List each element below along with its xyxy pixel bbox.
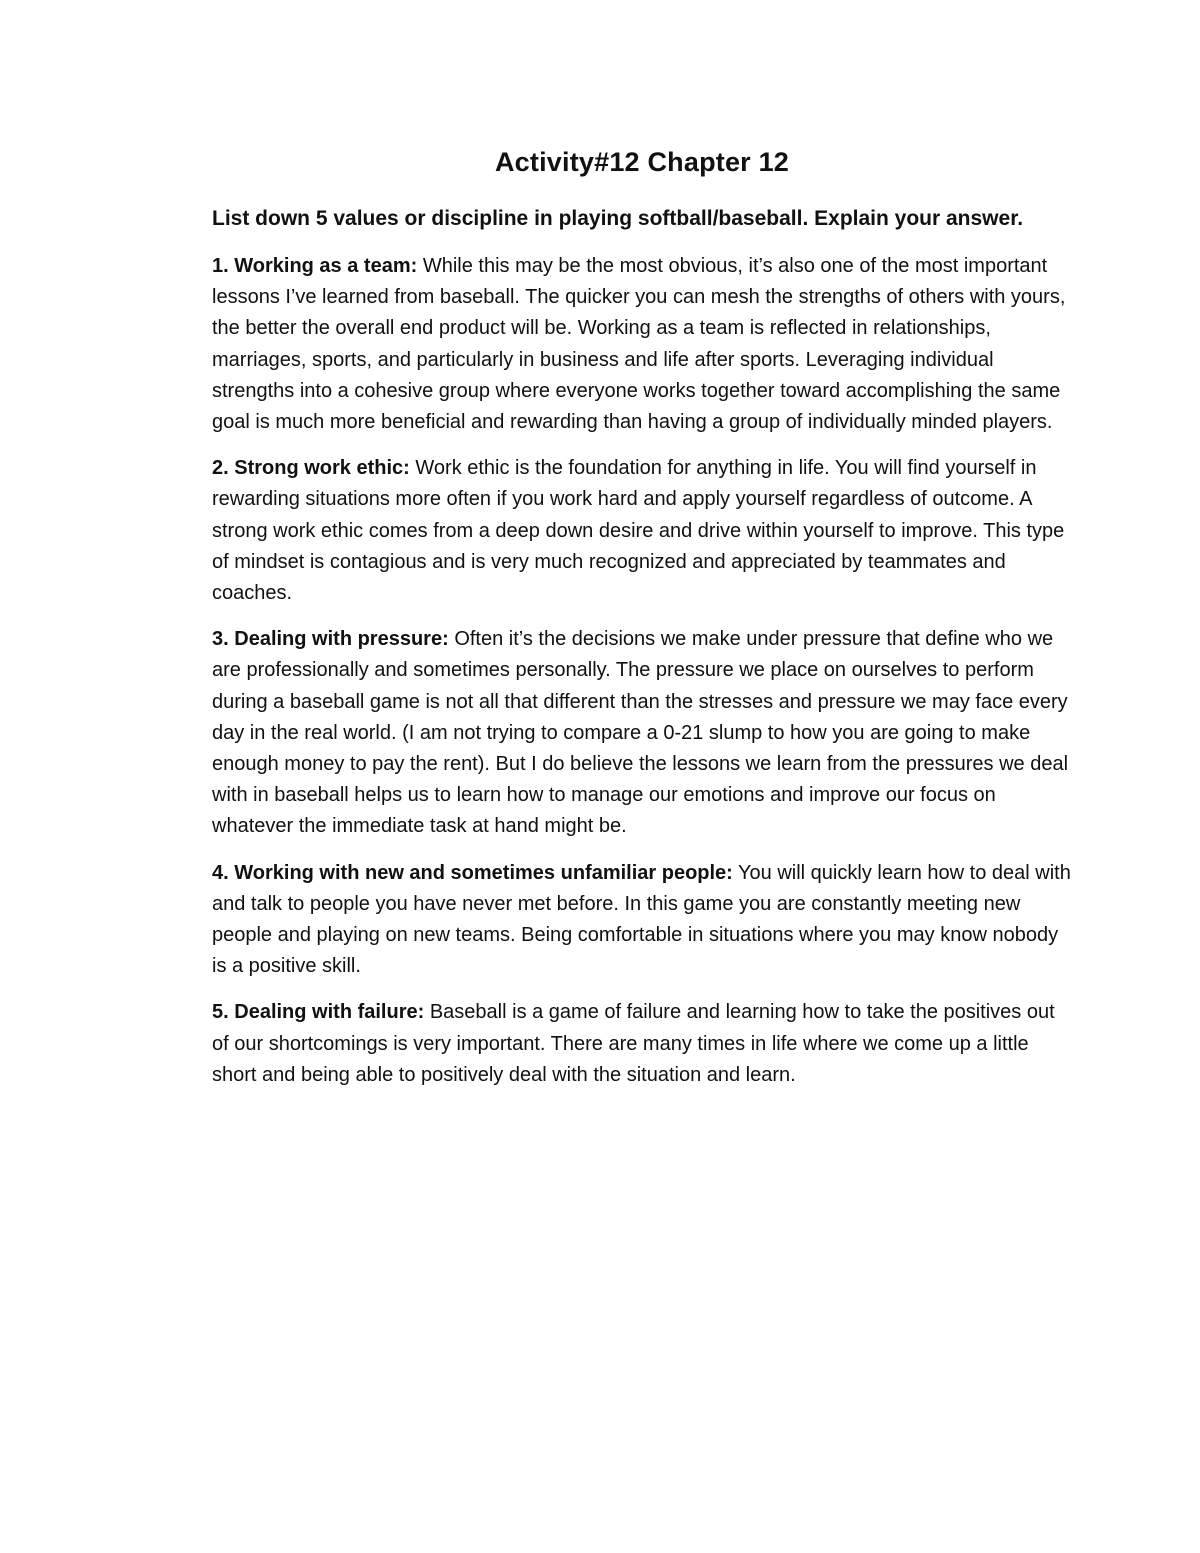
- item-heading: Dealing with failure:: [234, 1001, 425, 1024]
- item-text: While this may be the most obvious, it’s also one of the most important lessons I’ve learned from baseball. The quicker you can mesh the strengths of others with yours, the better the overall end product will be. Working as a team is reflected in relationships, marriages, sports, and particularly in business and life after sports. Leveraging individual strengths into a cohesive group where everyone works together toward accomplishing the same goal is much more beneficial and rewarding than having a group of individually minded players.: [212, 255, 1066, 434]
- item-heading: Strong work ethic:: [234, 457, 410, 480]
- item-number: 5.: [212, 1001, 229, 1024]
- list-item: [212, 251, 1072, 438]
- list-item: [212, 997, 1072, 1091]
- item-number: 3.: [212, 628, 229, 651]
- item-number: 4.: [212, 861, 229, 884]
- list-item: [212, 453, 1072, 609]
- item-text: Baseball is a game of failure and learning how to take the positives out of our shortcomings is very important. There are many times in life where we come up a little short and being able to positively deal with the situation and learn.: [212, 1001, 1055, 1086]
- item-text: You will quickly learn how to deal with and talk to people you have never met before. In this game you are constantly meeting new people and playing on new teams. Being comfortable in situations where you may know nobody is a positive skill.: [212, 861, 1071, 978]
- item-text: Work ethic is the foundation for anything in life. You will find yourself in rewarding situations more often if you work hard and apply yourself regardless of outcome. A strong work ethic comes from a deep down desire and drive within yourself to improve. This type of mindset is contagious and is very much recognized and appreciated by teammates and coaches.: [212, 457, 1065, 605]
- item-number: 2.: [212, 457, 229, 480]
- question-prompt: List down 5 values or discipline in playing softball/baseball. Explain your answer.: [212, 207, 1024, 230]
- document-body: [212, 142, 1072, 1106]
- list-item: [212, 858, 1072, 983]
- item-heading: Dealing with pressure:: [234, 628, 449, 651]
- list-item: [212, 624, 1072, 842]
- item-heading: Working with new and sometimes unfamiliar people:: [234, 861, 733, 884]
- item-number: 1.: [212, 255, 229, 277]
- item-heading: Working as a team:: [234, 255, 418, 277]
- page-title: Activity#12 Chapter 12: [494, 147, 790, 177]
- item-text: Often it’s the decisions we make under pressure that define who we are professionally and sometimes personally. The pressure we place on ourselves to perform during a baseball game is not all that different than the stresses and pressure we may face every day in the real world. (I am not trying to compare a 0-21 slump to how you are going to make enough money to pay the rent). But I do believe the lessons we learn from the pressures we deal with in baseball helps us to learn how to manage our emotions and improve our focus on whatever the immediate task at hand might be.: [212, 628, 1069, 838]
